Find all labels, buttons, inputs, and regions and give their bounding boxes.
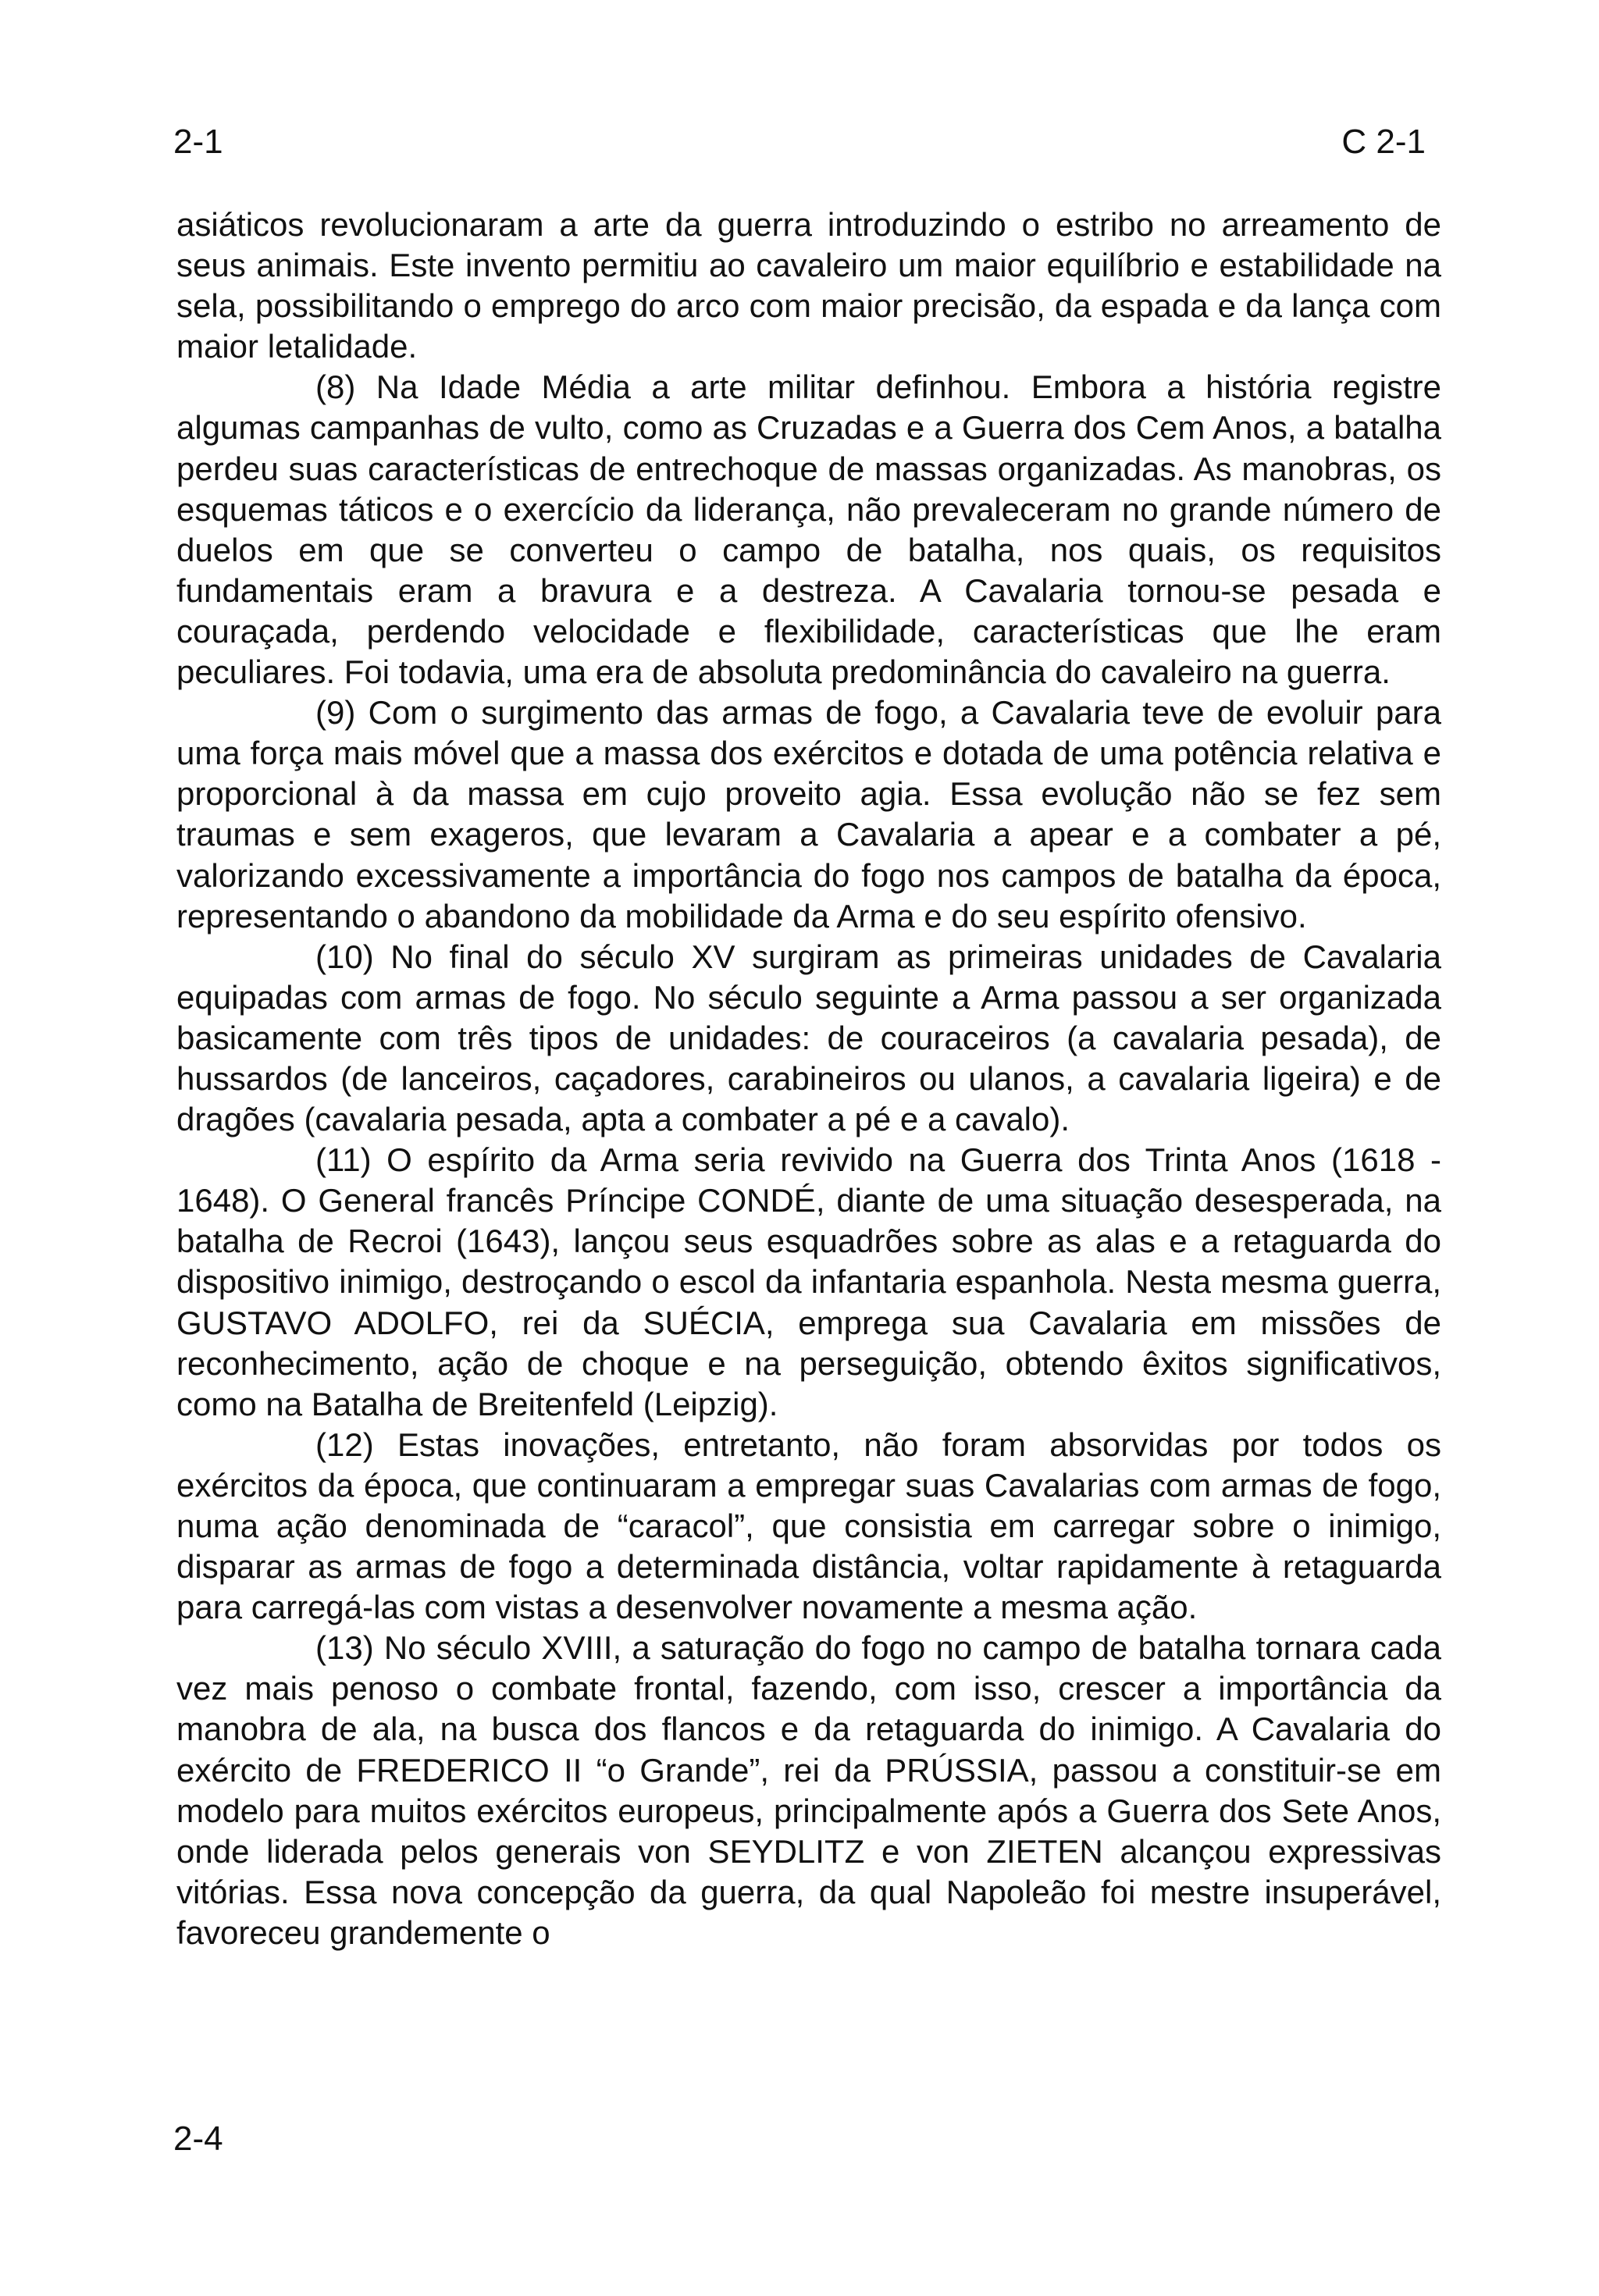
- header-document-code: C 2-1: [1341, 123, 1426, 161]
- paragraph-10: (10) No final do século XV surgiram as primeiras unidades de Cavalaria equipadas com armas de fogo. No século seguinte a Arma passou a ser organizada basicamente com três tipos de unidades: de couraceiros (a cavalaria pesada), de hussardos (de lanceiros, caçadores, carabineiros ou ulanos, a cavalaria ligeira) e de dragões (cavalaria pesada, apta a combater a pé e a cavalo).: [176, 938, 1441, 1138]
- paragraph-continuation: asiáticos revolucionaram a arte da guerra introduzindo o estribo no arreamento de seus animais. Este invento permitiu ao cavaleiro um maior equilíbrio e estabilidade na sela, possibilitando o emprego do arco com maior precisão, da espada e da lança com maior letalidade.: [176, 206, 1441, 365]
- footer-page-number: 2-4: [173, 2120, 223, 2158]
- paragraph-13: (13) No século XVIII, a saturação do fogo no campo de batalha tornara cada vez mais penoso o combate frontal, fazendo, com isso, crescer a importância da manobra de ala, na busca dos flancos e da retaguarda do inimigo. A Cavalaria do exército de FREDERICO II “o Grande”, rei da PRÚSSIA, passou a constituir-se em modelo para muitos exércitos europeus, principalmente após a Guerra dos Sete Anos, onde liderada pelos generais von SEYDLITZ e von ZIETEN alcançou expressivas vitórias. Essa nova concepção da guerra, da qual Napoleão foi mestre insuperável, favoreceu grandemente o: [176, 1629, 1441, 1951]
- body-text: [176, 205, 1441, 1953]
- paragraph-8: (8) Na Idade Média a arte militar definhou. Embora a história registre algumas campanhas de vulto, como as Cruzadas e a Guerra dos Cem Anos, a batalha perdeu suas características de entrechoque de massas organizadas. As manobras, os esquemas táticos e o exercício da liderança, não prevaleceram no grande número de duelos em que se converteu o campo de batalha, nos quais, os requisitos fundamentais eram a bravura e a destreza. A Cavalaria tornou-se pesada e couraçada, perdendo velocidade e flexibilidade, características que lhe eram peculiares. Foi todavia, uma era de absoluta predominância do cavaleiro na guerra.: [176, 368, 1441, 691]
- paragraph-11: (11) O espírito da Arma seria revivido na Guerra dos Trinta Anos (1618 - 1648). O General francês Príncipe CONDÉ, diante de uma situação desesperada, na batalha de Recroi (1643), lançou seus esquadrões sobre as alas e a retaguarda do dispositivo inimigo, destroçando o escol da infantaria espanhola. Nesta mesma guerra, GUSTAVO ADOLFO, rei da SUÉCIA, emprega sua Cavalaria em missões de reconhecimento, ação de choque e na perseguição, obtendo êxitos significativos, como na Batalha de Breitenfeld (Leipzig).: [176, 1141, 1441, 1422]
- paragraph-12: (12) Estas inovações, entretanto, não foram absorvidas por todos os exércitos da época, que continuaram a empregar suas Cavalarias com armas de fogo, numa ação denominada de “caracol”, que consistia em carregar sobre o inimigo, disparar as armas de fogo a determinada distância, voltar rapidamente à retaguarda para carregá-las com vistas a desenvolver novamente a mesma ação.: [176, 1426, 1441, 1626]
- header-section-number: 2-1: [173, 123, 223, 161]
- paragraph-9: (9) Com o surgimento das armas de fogo, a Cavalaria teve de evoluir para uma força mais móvel que a massa dos exércitos e dotada de uma potência relativa e proporcional à da massa em cujo proveito agia. Essa evolução não se fez sem traumas e sem exageros, que levaram a Cavalaria a apear e a combater a pé, valorizando excessivamente a importância do fogo nos campos de batalha da época, representando o abandono da mobilidade da Arma e do seu espírito ofensivo.: [176, 694, 1441, 934]
